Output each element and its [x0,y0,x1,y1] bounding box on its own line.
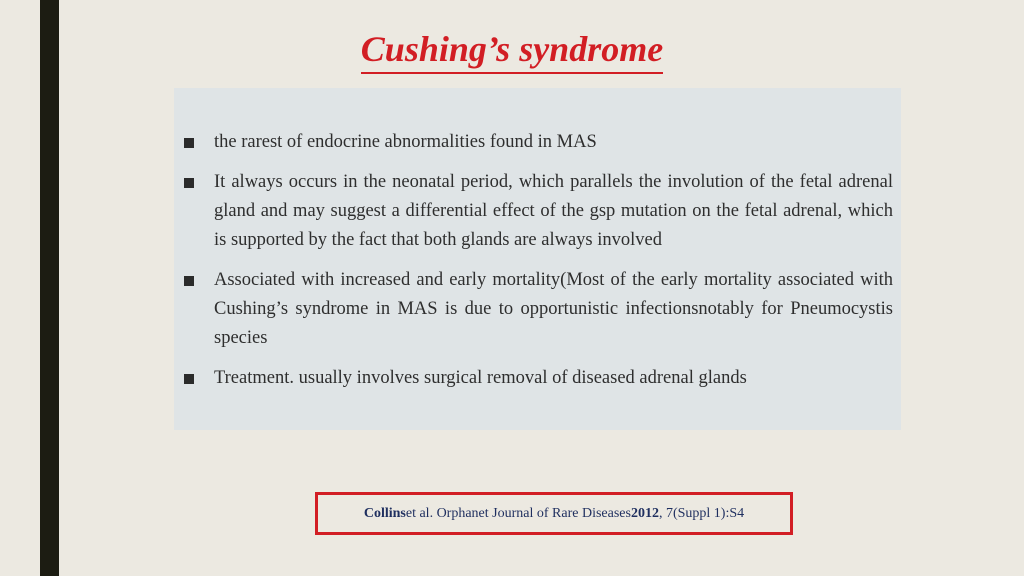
bullet-text: It always occurs in the neonatal period, which parallels the involution of the fetal adrenal gland and may suggest a differential effect of the gsp mutation on the fetal adrenal, which is supported by the fact that both glands are always involved [214,172,893,250]
slide-title: Cushing’s syndrome [361,26,663,74]
bullet-item [184,364,893,393]
citation-year: 2012 [630,505,659,521]
square-bullet-icon [184,364,214,393]
square-bullet-icon [184,168,214,197]
bullet-text: the rarest of endocrine abnormalities found in MAS [214,132,597,152]
left-accent-bar [40,0,59,576]
bullet-list [184,128,893,393]
citation-author: Collins [363,505,406,521]
citation-journal: et al. Orphanet Journal of Rare Diseases [405,505,631,521]
bullet-text: Associated with increased and early mortality(Most of the early mortality associated with Cushing’s syndrome in MAS is due to opportunistic infectionsnotably for Pneumocystis species [214,270,893,348]
citation-box [315,492,793,535]
bullet-item [184,266,893,353]
citation-volume: , 7(Suppl 1):S4 [658,505,745,521]
bullet-text: Treatment. usually involves surgical removal of diseased adrenal glands [214,368,747,388]
title-container [0,26,1024,74]
content-box [174,88,901,430]
bullet-item [184,168,893,255]
square-bullet-icon [184,128,214,157]
square-bullet-icon [184,266,214,295]
bullet-item [184,128,893,157]
